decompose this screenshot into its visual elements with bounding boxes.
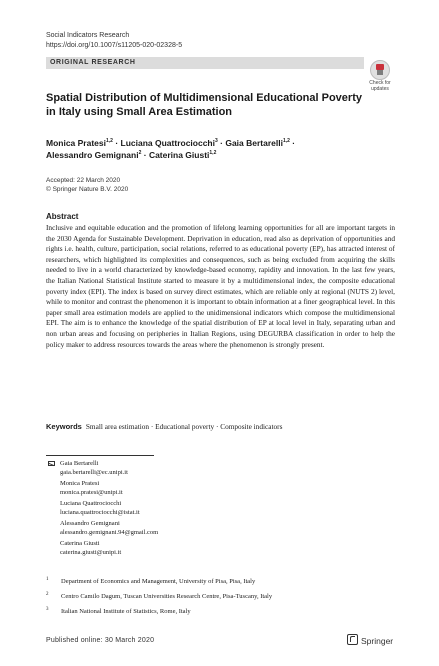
springer-horse-icon: [347, 634, 358, 645]
keywords-section: [46, 422, 395, 432]
accepted-date: Accepted: 22 March 2020: [46, 177, 121, 184]
contact-list: [46, 460, 346, 560]
affiliation-text: Department of Economics and Management, University of Pisa, Pisa, Italy: [61, 578, 256, 585]
publisher-name: Springer: [361, 636, 394, 646]
author-name[interactable]: Caterina Giusti: [148, 150, 210, 160]
check-for-updates-icon: [370, 60, 390, 80]
contact-email[interactable]: caterina.giusti@unipi.it: [60, 548, 122, 556]
contact-entry: [60, 500, 360, 517]
contact-name: Monica Pratesi: [60, 480, 100, 487]
contact-email[interactable]: luciana.quattrociocchi@istat.it: [60, 508, 140, 516]
envelope-icon: [48, 461, 55, 466]
author-separator: ·: [112, 138, 121, 148]
authors-line-2: [46, 149, 386, 161]
author-affiliation-sup: 2: [138, 150, 142, 157]
contact-name: Alessandro Gemignani: [60, 520, 120, 527]
contact-email[interactable]: monica.pratesi@unipi.it: [60, 488, 123, 496]
author-name[interactable]: Luciana Quattrociocchi: [120, 138, 215, 148]
affiliation-text: Italian National Institute of Statistics, Rome, Italy: [61, 608, 191, 615]
copyright-notice: © Springer Nature B.V. 2020: [46, 186, 129, 193]
affiliation-number: 1: [46, 577, 49, 582]
article-title: Spatial Distribution of Multidimensional Educational Poverty in Italy using Small Area Estimation: [46, 92, 362, 118]
check-for-updates-button[interactable]: [365, 60, 395, 94]
keywords-label: Keywords: [46, 422, 82, 431]
authors-line-1: [46, 137, 386, 149]
author-name[interactable]: Alessandro Gemignani: [46, 150, 139, 160]
author-name[interactable]: Gaia Bertarelli: [225, 138, 283, 148]
affiliation-text: Centro Camilo Dagum, Tuscan Universities Research Centre, Pisa-Tuscany, Italy: [61, 593, 273, 600]
contact-email[interactable]: alessandro.gemignani.94@gmail.com: [60, 528, 159, 536]
publisher-logo[interactable]: [347, 634, 393, 646]
keywords-list: Small area estimation · Educational poverty · Composite indicators: [85, 422, 283, 431]
abstract-text: Inclusive and equitable education and the promotion of lifelong learning opportunities for all are important targets in the 2030 Agenda for Sustainable Development. Deprivation in education, read also as deprivation of opportunities and rights i.e. health, culture, participation, social relations, referred to as educational poverty (EP), has attracted interest of researchers, which highlighted its complexities and consequences, such as being excluded from acquiring the skills needed to live in a world characterized by knowledge-based economy, rapidity and innovation. In the last few years, the Italian National Statistical Institute started to measure it by a multidimensional index, the composite educational poverty index (EPI). The index is based on survey direct estimates, which are reliable only at regional (NUTS 2) level, while to monitor and contrast the phenomenon it is important to obtain information at a finer geographical level. In this paper small area estimation models are applied to the unidimensional indicators which compose the multidimensional EPI. The aim is to enhance the knowledge of the spatial distribution of EP at local level in Italy, separating urban and non urban areas and focusing on peripheries in Italian Regions, using DEGURBA classification in order to help the policy maker to address resources towards the areas where the phenomenon is strongly present.: [46, 223, 395, 349]
contact-entry: [60, 540, 360, 557]
author-affiliation-sup: 1,2: [282, 138, 290, 145]
journal-name: Social Indicators Research: [46, 32, 130, 39]
contact-entry: [60, 460, 360, 477]
footnote-divider: [46, 455, 154, 456]
doi-link[interactable]: https://doi.org/10.1007/s11205-020-02328-5: [46, 42, 183, 49]
affiliation-number: 2: [46, 592, 49, 597]
check-for-updates-label-2: updates: [371, 86, 389, 92]
contact-entry: [60, 520, 360, 537]
author-separator: ·: [289, 138, 296, 148]
abstract-heading: Abstract: [46, 212, 79, 221]
author-affiliation-sup: 3: [214, 138, 218, 145]
published-online-date: Published online: 30 March 2020: [46, 637, 155, 644]
affiliation-item: [46, 593, 395, 601]
contact-email[interactable]: gaia.bertarelli@ec.unipi.it: [60, 468, 128, 476]
contact-name: Luciana Quattrociocchi: [60, 500, 122, 507]
contact-name: Caterina Giusti: [60, 540, 100, 547]
author-separator: ·: [141, 150, 149, 160]
contact-name: Gaia Bertarelli: [60, 460, 99, 467]
affiliation-item: [46, 608, 395, 616]
author-separator: ·: [217, 138, 226, 148]
article-type-badge: ORIGINAL RESEARCH: [46, 57, 364, 69]
affiliations: [46, 578, 395, 623]
affiliation-number: 3: [46, 607, 49, 612]
author-affiliation-sup: 1,2: [209, 150, 217, 157]
check-for-updates-label-1: Check for: [369, 80, 391, 86]
author-affiliation-sup: 1,2: [106, 138, 113, 145]
contact-entry: [60, 480, 360, 497]
affiliation-item: [46, 578, 395, 586]
author-name[interactable]: Monica Pratesi: [46, 138, 106, 148]
